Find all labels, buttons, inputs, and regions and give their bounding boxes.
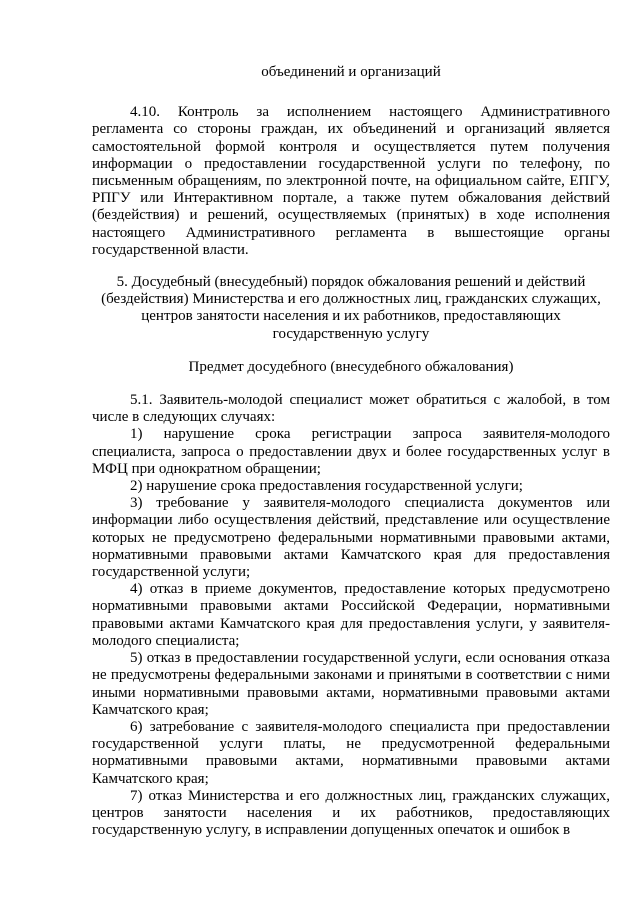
list-item-7: 7) отказ Министерства и его должностных лиц, гражданских служащих, центров занятости населения и их работников, предоставляющих государственную услугу, в исправлении допущенных опечаток и ошибок в (92, 787, 610, 839)
paragraph-5-1: 5.1. Заявитель-молодой специалист может обратиться с жалобой, в том числе в следующих случаях: (92, 392, 610, 426)
section-heading-line: центров занятости населения и их работников, предоставляющих (141, 308, 561, 325)
list-item-2: 2) нарушение срока предоставления государственной услуги; (130, 478, 523, 495)
section-5-heading (92, 274, 610, 343)
section-heading-line: 5. Досудебный (внесудебный) порядок обжалования решений и действий (116, 274, 586, 291)
list-item-6: 6) затребование с заявителя-молодого специалиста при предоставлении государственной услуги платы, не предусмотренной федеральными нормативными правовыми актами, нормативными правовыми актами Камчатского края; (92, 718, 610, 787)
subsection-heading: Предмет досудебного (внесудебного обжалования) (188, 358, 514, 375)
list-item-3: 3) требование у заявителя-молодого специалиста документов или информации либо осуществления действий, представление или осуществление которых не предусмотрено федеральными нормативными правовыми актами, нормативными правовыми актами Камчатского края для предоставления государственной услуги; (92, 495, 610, 581)
section-heading-line: (бездействия) Министерства и его должностных лиц, гражданских служащих, (101, 291, 601, 308)
list-item-5: 5) отказ в предоставлении государственной услуги, если основания отказа не предусмотрены федеральными законами и принятыми в соответствии с ними иными нормативными правовыми актами, нормативными правовыми актами Камчатского края; (92, 650, 610, 718)
paragraph-4-10: 4.10. Контроль за исполнением настоящего Административного регламента со стороны граждан, их объединений и организаций является самостоятельной формой контроля и осуществляется путем получения информации о предоставлении государственной услуги по телефону, по письменным обращениям, по электронной почте, на официальном сайте, ЕПГУ, РПГУ или Интерактивном портале, а также путем обжалования действий (бездействия) и решений, осуществляемых (принятых) в ходе исполнения настоящего Административного регламента в вышестоящие органы государственной власти. (92, 104, 610, 258)
list-item-4: 4) отказ в приеме документов, предоставление которых предусмотрено нормативными правовыми актами Российской Федерации, нормативными правовыми актами Камчатского края для предоставления услуги, у заявителя-молодого специалиста; (92, 581, 610, 649)
list-item-1: 1) нарушение срока регистрации запроса заявителя-молодого специалиста, запроса о предоставлении двух и более государственных услуг в МФЦ при однократном обращении; (92, 426, 610, 477)
section-heading-line: государственную услугу (272, 325, 430, 342)
continued-line: объединений и организаций (261, 64, 441, 80)
document-page (92, 64, 610, 839)
